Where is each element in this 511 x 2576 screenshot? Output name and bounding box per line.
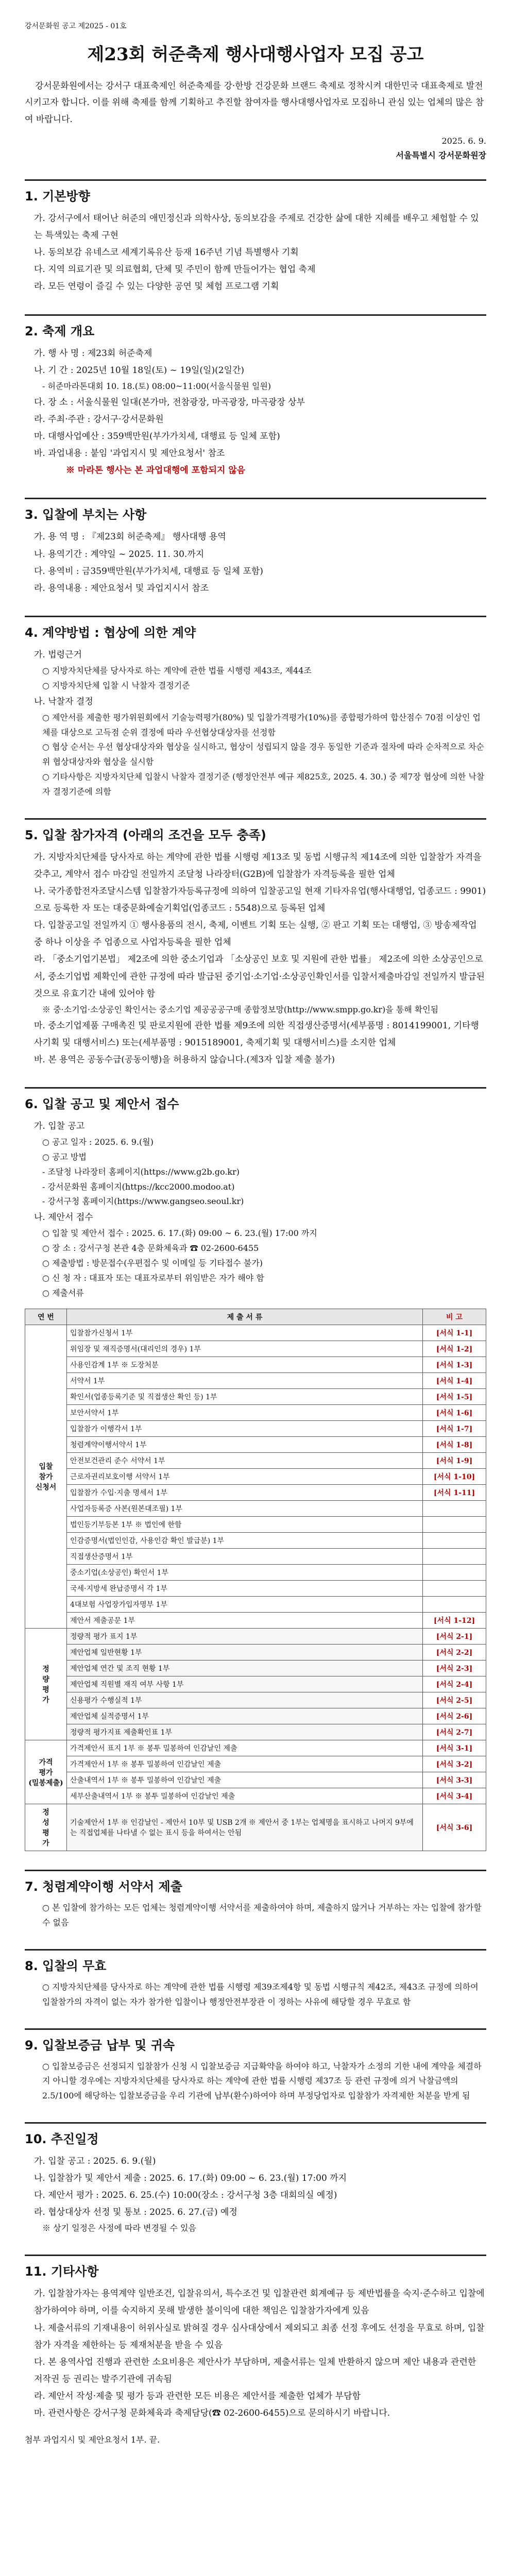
section-title: 8. 입찰의 무효 [25,1949,486,1974]
section-line: 나. 국가종합전자조달시스템 입찰참가자등록규정에 의하여 입찰공고일 현재 기타자유업(행사대행업, 업종코드 : 9901)으로 등록한 자 또는 대중문화예술기획업(업종코드 : 5548)으로 등록된 업체 [34,886,486,914]
section-line: 가. 행 사 명 : 제23회 허준축제 [34,348,152,359]
table-row [25,1660,486,1676]
table-note: [서식 3-1] [423,1740,486,1756]
table-note: [서식 2-5] [423,1692,486,1708]
section-line: 다. 제안서 평가 : 2025. 6. 25.(수) 10:00(장소 : 강서구청 3층 대회의실 예정) [34,2190,337,2201]
table-note: [서식 2-4] [423,1676,486,1692]
table-document-item: 입찰참가 이행각서 1부 [67,1421,423,1437]
section-title: 7. 청렴계약이행 서약서 제출 [25,1870,486,1894]
table-note [423,1501,486,1517]
table-note: [서식 2-3] [423,1660,486,1676]
table-row [25,1517,486,1533]
table-header-row [25,1309,486,1325]
section-line: 가. 법령근거 [34,649,82,660]
table-document-item: 입찰참가 수입·지출 명세서 1부 [67,1485,423,1501]
table-note: [서식 3-2] [423,1756,486,1772]
table-document-item: 인감증명서(법인인감, 사용인감 확인 발급분) 1부 [67,1533,423,1549]
table-note: [서식 3-3] [423,1772,486,1788]
table-row [25,1421,486,1437]
section-warning-line: ※ 마라톤 행사는 본 과업대행에 포함되지 않음 [66,465,246,476]
table-note: [서식 3-6] [423,1804,486,1851]
section-line: ○ 제안서를 제출한 평가위원회에서 기술능력평가(80%) 및 입찰가격평가(10%)를 종합평가하여 합산점수 70점 이상인 업체를 대상으로 고득점 순위 결정에 따라 우선협상대상자를 선정함 [42,712,481,737]
section-line: ○ 공고 일자 : 2025. 6. 9.(월) [42,1137,154,1147]
table-document-item: 신용평가 수행실적 1부 [67,1692,423,1708]
table-document-item: 서약서 1부 [67,1373,423,1389]
section-line: 나. 동의보감 유네스코 세계기록유산 등재 16주년 기념 특별행사 기획 [34,247,299,258]
table-document-item: 직접생산증명서 1부 [67,1549,423,1565]
section-line: ○ 협상 순서는 우선 협상대상자와 협상을 실시하고, 협상이 성립되지 않을 경우 동일한 기준과 절차에 따라 순차적으로 차순위 협상대상자와 협상을 실시함 [42,742,484,767]
section-line: ○ 제출서류 [42,1287,84,1298]
table-row [25,1740,486,1756]
table-note: [서식 1-11] [423,1485,486,1501]
section-line: ○ 제출방법 : 방문접수(우편접수 및 이메일 등 기타접수 불가) [42,1258,263,1268]
table-note: [서식 1-12] [423,1613,486,1629]
section-line: - 조달청 나라장터 홈페이지(https://www.g2b.go.kr) [42,1166,240,1177]
table-header-note: 비 고 [423,1309,486,1325]
table-row [25,1597,486,1613]
section-line: ○ 지방자치단체를 당사자로 하는 계약에 관한 법률 시행령 제39조제4항 및 동법 시행규칙 제42조, 제43조 규정에 의하여 입찰참가의 자격이 없는 자가 참가한 입찰이나 행정안전부장관 이 정하는 사유에 해당할 경우 무효로 함 [42,1981,479,2007]
section-line: ※ 중·소기업·소상공인 확인서는 중소기업 제공공공구매 종합정보망(http://www.smpp.go.kr)을 통해 확인됨 [42,1004,439,1014]
table-row [25,1549,486,1565]
table-note: [서식 1-10] [423,1469,486,1485]
table-note: [서식 2-2] [423,1645,486,1660]
table-row [25,1325,486,1341]
section-line: 다. 용역비 : 금359백만원(부가가치세, 대행료 등 일체 포함) [34,566,263,577]
section-line: 가. 지방자치단체를 당사자로 하는 계약에 관한 법률 시행령 제13조 및 동법 시행규칙 제14조에 의한 입찰참가 자격을 갖추고, 계약서 접수 마감일 전일까지 조달청 나라장터(G2B)에 입찰참가 자격등록을 필한 업체 [34,852,482,879]
table-note: [서식 1-3] [423,1357,486,1373]
table-group-label: 입찰 참가 신청서 [25,1325,67,1629]
sections-container [25,179,486,1300]
document-number: 강서문화원 공고 제2025 - 01호 [25,22,127,30]
section-line: 가. 입찰 공고 : 2025. 6. 9.(월) [34,2156,156,2166]
section-line: 마. 중소기업제품 구매촉진 및 판로지원에 관한 법률 제9조에 의한 직접생산증명서(세부품명 : 8014199001, 기타행사기획 및 대행서비스) 또는(세부품명 : 9015189001, 축제기획 및 대행서비스)를 소지한 업체 [34,1020,479,1048]
section-title: 5. 입찰 참가자격 (아래의 조건을 모두 충족) [25,818,486,843]
table-note: [서식 1-5] [423,1389,486,1405]
table-document-item: 보안서약서 1부 [67,1405,423,1421]
table-row [25,1341,486,1357]
section-title: 2. 축제 개요 [25,314,486,339]
table-document-item: 안전보건관리 준수 서약서 1부 [67,1453,423,1469]
table-body [25,1325,486,1851]
section-line: 다. 장 소 : 서울식물원 일대(본가마, 전참광장, 마곡광장, 마곡광장 상부 [34,397,305,408]
section-title: 4. 계약방법 : 협상에 의한 계약 [25,616,486,640]
section-line: ○ 지방자치단체를 당사자로 하는 계약에 관한 법률 시행령 제43조, 제44조 [42,666,312,676]
table-note [423,1565,486,1581]
table-row [25,1692,486,1708]
notice-date: 2025. 6. 9. [441,135,486,146]
table-document-item: 정량적 평가지표 제출확인표 1부 [67,1724,423,1740]
table-document-item: 제안업체 실적증명서 1부 [67,1708,423,1724]
section-title: 11. 기타사항 [25,2255,486,2279]
section-line: 마. 대행사업예산 : 359백만원(부가가치세, 대행료 등 일체 포함) [34,431,280,442]
section-line: 가. 입찰참가자는 용역계약 일반조건, 입찰유의서, 특수조건 및 입찰관련 회계예규 등 제반법률을 숙지·준수하고 입찰에 참가하여야 하며, 이를 숙지하지 못해 발생한 불이익에 대한 책임은 입찰참가자에게 있음 [34,2289,485,2316]
section-line: 바. 과업내용 : 붙임 '과업지시 및 제안요청서' 참조 [34,448,225,459]
table-note: [서식 1-8] [423,1437,486,1453]
section-line: ○ 기타사항은 지방자치단체 입찰시 낙찰자 결정기준 (행정안전부 예규 제825호, 2025. 4. 30.) 중 제7장 협상에 의한 낙찰자 결정기준에 의함 [42,772,485,796]
table-document-item: 정량적 평가 표지 1부 [67,1629,423,1645]
attachment-note: 첨부 과업지시 및 제안요청서 1부. 끝. [25,2435,160,2445]
table-row [25,1565,486,1581]
section-line: 라. 모든 연령이 즐길 수 있는 다양한 공연 및 체험 프로그램 기획 [34,281,279,292]
table-document-item: 제안업체 일반현황 1부 [67,1645,423,1660]
table-note: [서식 2-6] [423,1708,486,1724]
table-note: [서식 1-7] [423,1421,486,1437]
table-row [25,1772,486,1788]
table-document-item: 청렴계약이행서약서 1부 [67,1437,423,1453]
table-document-item: 국세·지방세 완납증명서 각 1부 [67,1581,423,1597]
section-line: 라. 「중소기업기본법」 제2조에 의한 중소기업과 「소상공인 보호 및 지원에 관한 법률」 제2조에 의한 소상공인으로서, 중소기업법 제확인에 관한 규정에 따라 발급된 중기업·소기업·소상공인확인서를 입찰서제출마감일 전일까지 발급된 것으로 유효기간 내에 있어야 함 [34,954,485,999]
section-line: 나. 용역기간 : 계약일 ~ 2025. 11. 30.까지 [34,549,205,560]
section-line: - 강서문화원 홈페이지(https://kcc2000.modoo.at) [42,1181,235,1192]
section-line: 가. 용 역 명 : 『제23회 허준축제』 행사대행 용역 [34,532,226,543]
table-note: [서식 3-4] [423,1788,486,1804]
table-document-item: 위임장 및 재직증명서(대리인의 경우) 1부 [67,1341,423,1357]
section-line: - 허준마라톤대회 10. 18.(토) 08:00~11:00(서울식물원 일원) [42,381,271,391]
table-note: [서식 1-4] [423,1373,486,1389]
section-line: 나. 낙찰자 결정 [34,696,93,707]
table-note: [서식 1-9] [423,1453,486,1469]
table-document-item: 사용인감계 1부 ※ 도장처분 [67,1357,423,1373]
page-title: 제23회 허준축제 행사대행사업자 모집 공고 [87,44,424,65]
section-line: - 강서구청 홈페이지(https://www.gangseo.seoul.kr) [42,1196,244,1207]
section-line: ○ 신 청 자 : 대표자 또는 대표자로부터 위임받은 자가 해야 함 [42,1273,264,1283]
table-note: [서식 1-1] [423,1325,486,1341]
table-note: [서식 2-7] [423,1724,486,1740]
table-group-label: 정 성 평 가 [25,1804,67,1851]
section-line: 나. 제안서 접수 [34,1212,93,1223]
table-note [423,1581,486,1597]
table-document-item: 확인서(업종등록기준 및 직접생산 확인 등) 1부 [67,1389,423,1405]
section-line: 라. 주최·주관 : 강서구·강서문화원 [34,414,164,425]
sections-container-2 [25,1870,486,2422]
table-row [25,1788,486,1804]
table-note [423,1549,486,1565]
section-line: 나. 제출서류의 기재내용이 허위사실로 밝혀질 경우 심사대상에서 제외되고 최종 선정 후에도 선정을 무효로 하며, 입찰참가 자격을 제한하는 등 제재처분을 받을 수 있음 [34,2323,485,2350]
table-document-item: 기술제안서 1부 ※ 인감날인 - 제안서 10부 및 USB 2개 ※ 제안서 중 1부는 업체명을 표시하고 나머지 9부에는 직접업체를 나타낼 수 없는 표시 등을 하여서는 안됨 [67,1804,423,1851]
section-title: 10. 추진일정 [25,2122,486,2147]
section-line: 나. 기 간 : 2025년 10월 18일(토) ~ 19일(일)(2일간) [34,365,245,376]
section-title: 3. 입찰에 부치는 사항 [25,498,486,522]
table-document-item: 제안업체 연간 및 조직 현황 1부 [67,1660,423,1676]
table-document-item: 산출내역서 1부 ※ 봉투 밀봉하여 인감날인 제출 [67,1772,423,1788]
table-document-item: 세부산출내역서 1부 ※ 봉투 밀봉하여 인감날인 제출 [67,1788,423,1804]
table-document-item: 법인등기부등본 1부 ※ 법인에 한함 [67,1517,423,1533]
table-row [25,1613,486,1629]
table-row [25,1389,486,1405]
section-line: 가. 입찰 공고 [34,1121,85,1132]
section-line: ○ 장 소 : 강서구청 본관 4층 문화체육과 ☎ 02-2600-6455 [42,1243,259,1253]
table-document-item: 근로자권리보호이행 서약서 1부 [67,1469,423,1485]
table-row [25,1629,486,1645]
table-document-item: 사업자등록증 사본(원본대조필) 1부 [67,1501,423,1517]
table-document-item: 제안업체 직원별 재직 여부 사항 1부 [67,1676,423,1692]
table-header-group: 연 번 [25,1309,67,1325]
section-line: 다. 지역 의료기관 및 의료협회, 단체 및 주민이 함께 만들어가는 협업 축제 [34,264,316,275]
table-row [25,1485,486,1501]
section-line: 가. 강서구에서 태어난 허준의 애민정신과 의학사상, 동의보감을 주제로 건강한 삶에 대한 지혜를 배우고 체험할 수 있는 특색있는 축제 구현 [34,213,479,241]
table-document-item: 제안서 제출공문 1부 [67,1613,423,1629]
section-line: 나. 입찰참가 및 제안서 제출 : 2025. 6. 17.(화) 09:00 ~ 6. 23.(월) 17:00 까지 [34,2173,347,2184]
table-note [423,1533,486,1549]
table-row [25,1804,486,1851]
table-row [25,1724,486,1740]
section-line: ○ 입찰보증금은 선정되지 입찰참가 신청 시 입찰보증금 지급확약을 하여야 하고, 낙찰자가 소정의 기한 내에 계약을 체결하지 아니할 경우에는 지방자치단체를 당사자로 하는 계약에 관한 법률 시행령 제37조 등 관련 규정에 의거 낙찰금액의 2.5/100에 해당하는 입찰보증금을 우리 기관에 납부(환수)하여야 하며 부정당업자로 입찰참가 자격제한 처분을 받게 됨 [42,2061,482,2101]
section-line: 라. 제안서 작성·제출 및 평가 등과 관련한 모든 비용은 제안서를 제출한 업체가 부담함 [34,2391,361,2402]
table-row [25,1581,486,1597]
table-document-item: 가격제안서 표지 1부 ※ 봉투 밀봉하여 인감날인 제출 [67,1740,423,1756]
section-line: 라. 협상대상자 선정 및 통보 : 2025. 6. 27.(금) 예정 [34,2207,237,2218]
table-row [25,1645,486,1660]
table-document-item: 4대보험 사업장가입자명부 1부 [67,1597,423,1613]
section-line: 다. 본 용역사업 진행과 관련한 소요비용은 제안사가 부담하며, 제출서류는 일체 반환하지 않으며 제안 내용과 관련한 저작권 등 권리는 발주기관에 귀속됨 [34,2357,476,2384]
table-note [423,1517,486,1533]
section-title: 6. 입찰 공고 및 제안서 접수 [25,1087,486,1112]
section-line: ○ 입찰 및 제안서 접수 : 2025. 6. 17.(화) 09:00 ~ 6. 23.(월) 17:00 까지 [42,1228,317,1239]
intro-paragraph: 강서문화원에서는 강서구 대표축제인 허준축제를 강·한방 건강문화 브랜드 축제로 정착시켜 대한민국 대표축제로 발전시키고자 합니다. 이를 위해 축제를 함께 기획하고 추진할 참여자를 행사대행사업자로 모집하니 관심 있는 업체의 많은 참여 바랍니다. [25,81,484,125]
table-row [25,1357,486,1373]
section-line: 라. 용역내용 : 제안요청서 및 과업지시서 참조 [34,583,209,594]
section-title: 1. 기본방향 [25,179,486,204]
table-document-item: 입찰참가신청서 1부 [67,1325,423,1341]
section-line: ※ 상기 일정은 사정에 따라 변경될 수 있음 [42,2223,196,2233]
table-note: [서식 1-6] [423,1405,486,1421]
section-line: 마. 관련사항은 강서구청 문화체육과 축제담당(☎ 02-2600-6455)으로 문의하시기 바랍니다. [34,2408,390,2419]
section-title: 9. 입찰보증금 납부 및 귀속 [25,2028,486,2053]
table-row [25,1756,486,1772]
section-line: ○ 본 입찰에 참가하는 모든 업체는 청렴계약이행 서약서를 제출하여야 하며, 제출하지 않거나 거부하는 자는 입찰에 참가할 수 없음 [42,1903,482,1928]
table-row [25,1469,486,1485]
section-line: 다. 입찰공고일 전일까지 ① 행사용품의 전시, 축제, 이벤트 기획 또는 실행, ② 판고 기획 또는 대행업, ③ 방송제작업 중 하나 이상을 주 업종으로 사업자등록을 필한 업체 [34,920,477,948]
table-document-item: 가격제안서 1부 ※ 봉투 밀봉하여 인감날인 제출 [67,1756,423,1772]
section-line: ○ 공고 방법 [42,1152,87,1162]
issuing-organization: 서울특별시 강서문화원장 [396,150,486,160]
table-header-documents: 제 출 서 류 [67,1309,423,1325]
table-row [25,1453,486,1469]
table-note: [서식 1-2] [423,1341,486,1357]
table-row [25,1373,486,1389]
table-row [25,1708,486,1724]
table-document-item: 중소기업(소상공인) 확인서 1부 [67,1565,423,1581]
table-group-label: 가격 평가 (밀봉제출) [25,1740,67,1804]
table-note: [서식 2-1] [423,1629,486,1645]
table-group-label: 정 량 평 가 [25,1629,67,1740]
table-row [25,1437,486,1453]
section-line: ○ 지방자치단체 입찰 시 낙찰자 결정기준 [42,680,190,690]
section-line: 바. 본 용역은 공동수급(공동이행)을 허용하지 않습니다.(제3자 입찰 제출 불가) [34,1054,335,1065]
table-row [25,1405,486,1421]
table-note [423,1597,486,1613]
submission-table [25,1309,486,1851]
table-row [25,1533,486,1549]
table-row [25,1501,486,1517]
table-row [25,1676,486,1692]
